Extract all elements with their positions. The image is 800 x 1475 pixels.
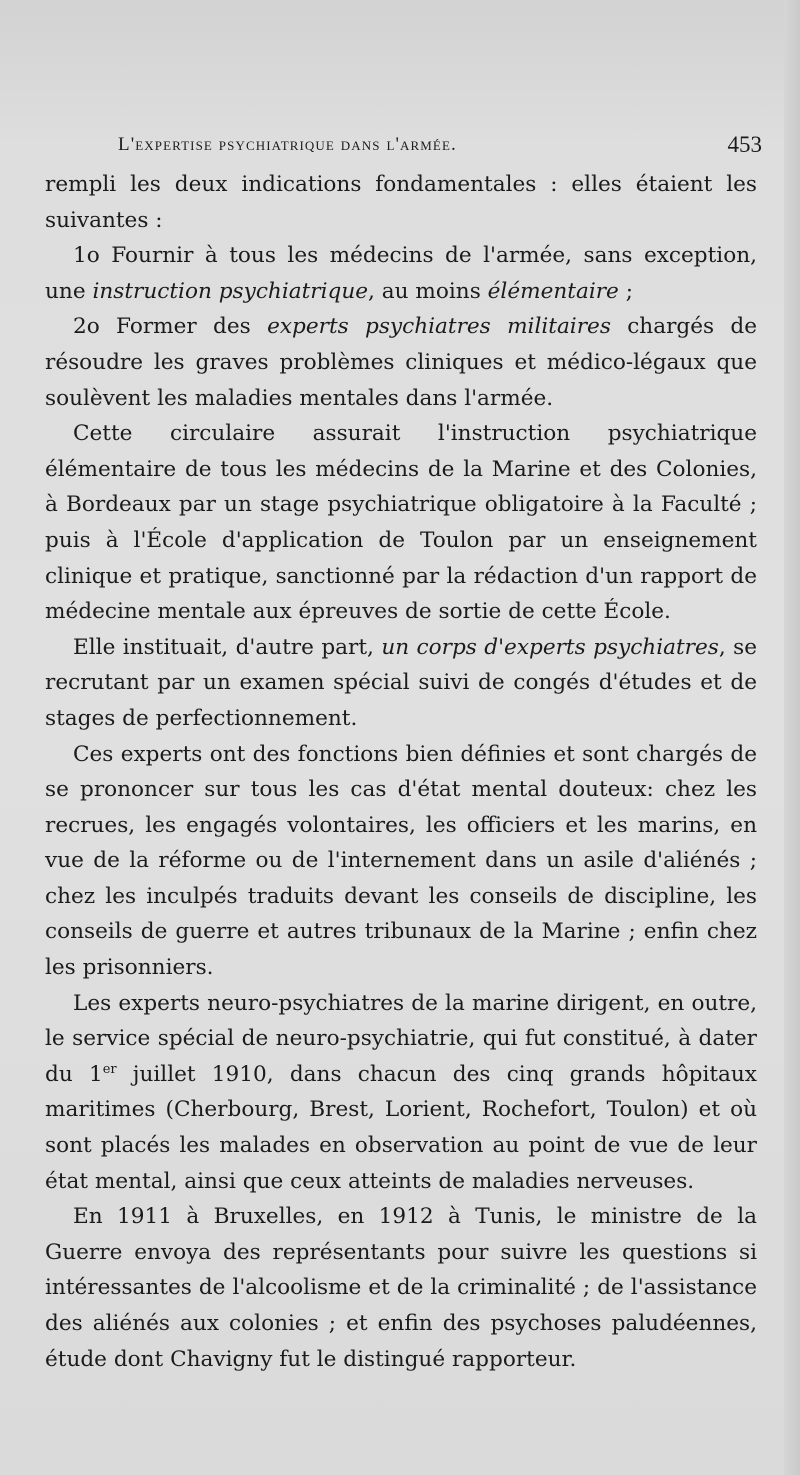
emphasis: un corps d'experts psychiatres bbox=[381, 634, 719, 660]
paragraph: 1o Fournir à tous les médecins de l'armée, sans exception, une instruction psychiatrique, au moins élémentaire ; bbox=[45, 243, 757, 304]
page-header bbox=[100, 130, 762, 164]
paragraph: En 1911 à Bruxelles, en 1912 à Tunis, le ministre de la Guerre envoya des représentants pour suivre les questions si intéressantes de l'alcoolisme et de la criminalité ; de l'assistance des aliénés aux colonies ; et enfin des psychoses paludéennes, étude dont Chavigny fut le distingué rapporteur. bbox=[45, 1204, 757, 1372]
running-title: L'expertise psychiatrique dans l'armée. bbox=[118, 134, 457, 155]
paragraph: rempli les deux indications fondamentales : elles étaient les suivantes : bbox=[45, 172, 757, 233]
paragraph: Elle instituait, d'autre part, un corps d'experts psychiatres, se recrutant par un examen spécial suivi de congés d'études et de stages de perfectionnement. bbox=[45, 634, 758, 731]
page-number: 453 bbox=[727, 132, 762, 157]
paragraph: Les experts neuro-psychiatres de la marine dirigent, en outre, le service spécial de neuro-psychiatrie, qui fut constitué, à dater du 1er juillet 1910, dans chacun des cinq grands hôpitaux maritimes (Cherbourg, Brest, Lorient, Rochefort, Toulon) et où sont placés les malades en observation au point de vue de leur état mental, ainsi que ceux atteints de maladies nerveuses. bbox=[45, 990, 757, 1194]
emphasis: instruction psychiatrique bbox=[92, 278, 369, 304]
superscript: er bbox=[102, 1061, 117, 1077]
page-edge-shadow bbox=[784, 0, 800, 1475]
paragraph: Cette circulaire assurait l'instruction psychiatrique élémentaire de tous les médecins de la Marine et des Colonies, à Bordeaux par un stage psychiatrique obligatoire à la Faculté ; puis à l'École d'application de Toulon par un enseignement clinique et pratique, sanctionné par la rédaction d'un rapport de médecine mentale aux épreuves de sortie de cette École. bbox=[45, 421, 757, 625]
paragraph: Ces experts ont des fonctions bien définies et sont chargés de se prononcer sur tous les cas d'état mental douteux: chez les recrues, les engagés volontaires, les officiers et les marins, en vue de la réforme ou de l'internement dans un asile d'aliénés ; chez les inculpés traduits devant les conseils de discipline, les conseils de guerre et autres tribunaux de la Marine ; enfin chez les prisonniers. bbox=[45, 741, 757, 981]
emphasis: élémentaire bbox=[487, 278, 619, 304]
body-text bbox=[45, 167, 757, 1377]
paragraph: 2o Former des experts psychiatres militaires chargés de résoudre les graves problèmes cliniques et médico-légaux que soulèvent les maladies mentales dans l'armée. bbox=[45, 314, 758, 411]
emphasis: experts psychiatres militaires bbox=[267, 314, 611, 340]
